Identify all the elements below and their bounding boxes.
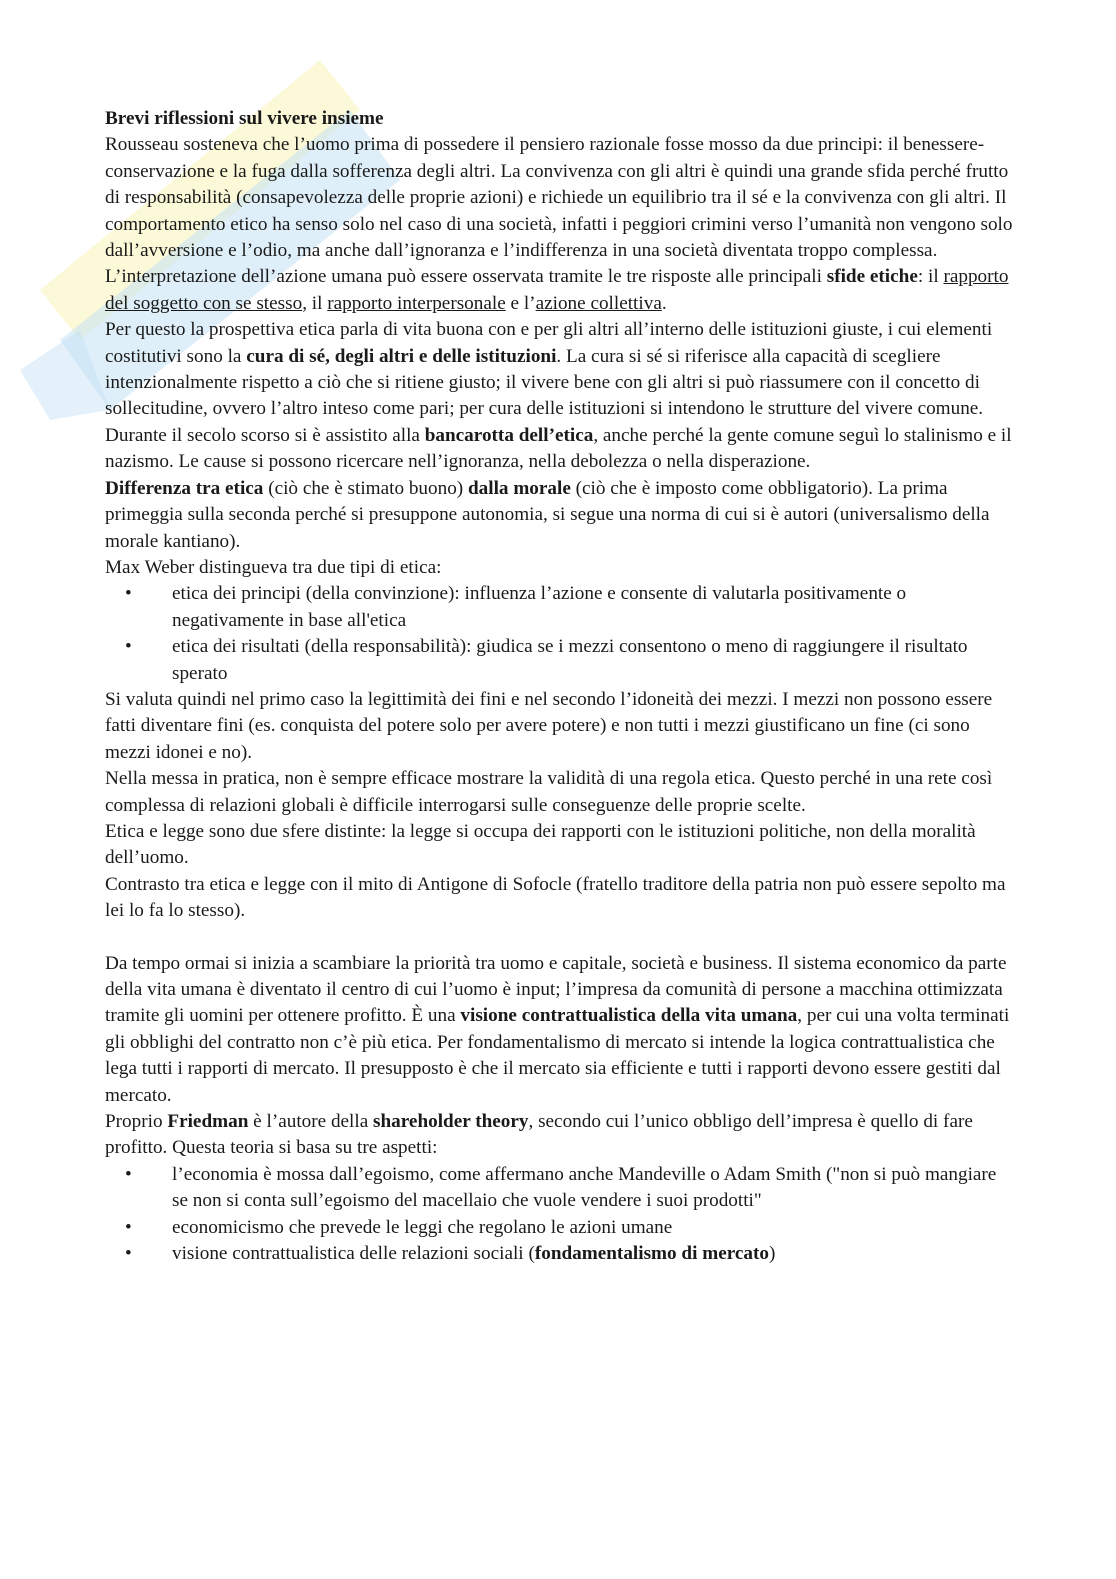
paragraph-antigone: Contrasto tra etica e legge con il mito di Antigone di Sofocle (fratello traditore della patria non può essere sepolto ma lei lo fa lo stesso). [105, 873, 1006, 922]
paragraph-pratica: Nella messa in pratica, non è sempre efficace mostrare la validità di una regola etica. Questo perché in una rete così complessa di relazioni globali è difficile interrogarsi sulle conseguenze delle proprie scelte. [105, 768, 993, 816]
paragraph-capitale: Da tempo ormai si inizia a scambiare la priorità tra uomo e capitale, società e business. Il sistema economico da parte della vita umana è diventato il centro di cui l’uomo è input; l’impresa da comunità di persone a macchina ottimizzata tramite gli uomini per ottenere profitto. È una visione contrattualistica della vita umana, per cui una volta terminati gli obblighi del contratto non c’è più etica. Per fondamentalismo di mercato si intende la logica contrattualistica che lega tutti i rapporti di mercato. Il presupposto è che il mercato sia efficiente e tutti i rapporti devono essere gestiti dal mercato. [105, 952, 1010, 1106]
paragraph-etica-morale: Differenza tra etica (ciò che è stimato buono) dalla morale (ciò che è imposto come obbligatorio). La prima primeggia sulla seconda perché si presuppone autonomia, si segue una norma di cui si è autori (universalismo della morale kantiano). [105, 477, 990, 552]
friedman-list [105, 1162, 1015, 1268]
paragraph-prospettiva-etica: Per questo la prospettiva etica parla di vita buona con e per gli altri all’interno delle istituzioni giuste, i cui elementi costitutivi sono la cura di sé, degli altri e delle istituzioni. La cura si sé si riferisce alla capacità di scegliere intenzionalmente rispetto a ciò che si ritiene giusto; il vivere bene con gli altri si può riassumere con il concetto di sollecitudine, ovvero l’altro inteso come pari; per cura delle istituzioni si intendono le strutture del vivere comune. [105, 319, 993, 420]
document-page [105, 106, 1015, 1267]
list-item: • etica dei principi (della convinzione): influenza l’azione e consente di valutarla positivamente o negativamente in base all'etica [105, 581, 1015, 634]
weber-list [105, 581, 1015, 687]
paragraph-friedman: Proprio Friedman è l’autore della shareholder theory, secondo cui l’unico obbligo dell’impresa è quello di fare profitto. Questa teoria si basa su tre aspetti: [105, 1111, 973, 1159]
paragraph-fini-mezzi: Si valuta quindi nel primo caso la legittimità dei fini e nel secondo l’idoneità dei mezzi. I mezzi non possono essere fatti diventare fini (es. conquista del potere solo per avere potere) e non tutti i mezzi giustificano un fine (ci sono mezzi idonei e no). [105, 688, 993, 763]
list-item: • l’economia è mossa dall’egoismo, come affermano anche Mandeville o Adam Smith ("non si può mangiare se non si conta sull’egoismo del macellaio che vuole vendere i suoi prodotti" [105, 1162, 1015, 1215]
list-item: • etica dei risultati (della responsabilità): giudica se i mezzi consentono o meno di raggiungere il risultato sperato [105, 634, 1015, 687]
list-item: • economicismo che prevede le leggi che regolano le azioni umane [105, 1215, 1015, 1241]
paragraph-etica-legge: Etica e legge sono due sfere distinte: la legge si occupa dei rapporti con le istituzioni politiche, non della moralità dell’uomo. [105, 820, 976, 869]
paragraph-weber: Max Weber distingueva tra due tipi di etica: [105, 556, 442, 578]
paragraph-rousseau: Rousseau sosteneva che l’uomo prima di possedere il pensiero razionale fosse mosso da due principi: il benessere-conservazione e la fuga dalla sofferenza degli altri. La convivenza con gli altri è quindi una grande sfida perché frutto di responsabilità (consapevolezza delle proprie azioni) e richiede un equilibrio tra il sé e la convivenza con gli altri. Il comportamento etico ha senso solo nel caso di una società, infatti i peggiori crimini verso l’umanità non vengono solo dall’avversione e l’odio, ma anche dall’ignoranza e l’indifferenza in una società diventata troppo complessa. [105, 134, 1013, 262]
paragraph-interpretazione: L’interpretazione dell’azione umana può essere osservata tramite le tre risposte alle principali sfide etiche: il rapporto del soggetto con se stesso, il rapporto interpersonale e l’azione collettiva. [105, 266, 1009, 314]
paragraph-bancarotta: Durante il secolo scorso si è assistito alla bancarotta dell’etica, anche perché la gente comune seguì lo stalinismo e il nazismo. Le cause si possono ricercare nell’ignoranza, nella debolezza o nella disperazione. [105, 424, 1012, 473]
document-title: Brevi riflessioni sul vivere insieme [105, 108, 384, 129]
list-item: • visione contrattualistica delle relazioni sociali (fondamentalismo di mercato) [105, 1241, 1015, 1267]
